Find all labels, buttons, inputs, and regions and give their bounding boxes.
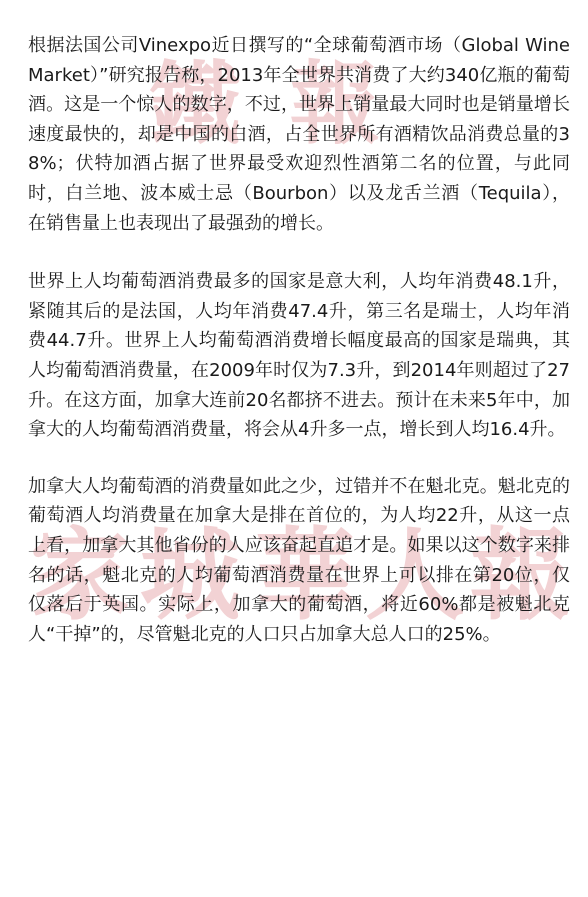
paragraph: 根据法国公司Vinexpo近日撰写的“全球葡萄酒市场（Global Wine Market）”研究报告称，2013年全世界共消费了大约340亿瓶的葡萄酒。这是一个惊人的数字，不过，世界上销量最大同时也是销量增长速度最快的，却是中国的白酒，占全世界所有酒精饮品消费总量的38%；伏特加酒占据了世界最受欢迎烈性酒第二名的位置，与此同时，白兰地、波本威士忌（Bourbon）以及龙舌兰酒（Tequila），在销售量上也表现出了最强劲的增长。 [28, 35, 570, 234]
svg-text:家: 家 [30, 516, 130, 634]
paragraph: 加拿大人均葡萄酒的消费量如此之少，过错并不在魁北克。魁北克的葡萄酒人均消费量在加拿大是排在首位的，为人均22升，从这一点上看，加拿大其他省份的人应该奋起直追才是。如果以这个数字来排名的话，魁北克的人均葡萄酒消费量在世界上可以排在第20位，仅仅落后于英国。实际上，加拿大的葡萄酒，将近60%都是被魁北克人“干掉”的，尽管魁北克的人口只占加拿大总人口的25%。 [28, 475, 570, 645]
svg-text:報: 報 [470, 516, 570, 634]
svg-text:人: 人 [365, 516, 465, 634]
paragraph: 世界上人均葡萄酒消费最多的国家是意大利，人均年消费48.1升，紧随其后的是法国，人均年消费47.4升，第三名是瑞士，人均年消费44.7升。世界上人均葡萄酒消费增长幅度最高的国家是瑞典，其人均葡萄酒消费量，在2009年时仅为7.3升，到2014年则超过了27升。在这方面，加拿大连前20名都挤不进去。预计在未来5年中，加拿大的人均葡萄酒消费量，将会从4升多一点，增长到人均16.4升。 [28, 271, 570, 441]
svg-text:報: 報 [290, 51, 380, 157]
article-body [28, 31, 570, 649]
svg-text:城: 城 [140, 516, 240, 634]
svg-text:鐵: 鐵 [150, 51, 240, 157]
svg-text:華: 華 [255, 516, 355, 634]
